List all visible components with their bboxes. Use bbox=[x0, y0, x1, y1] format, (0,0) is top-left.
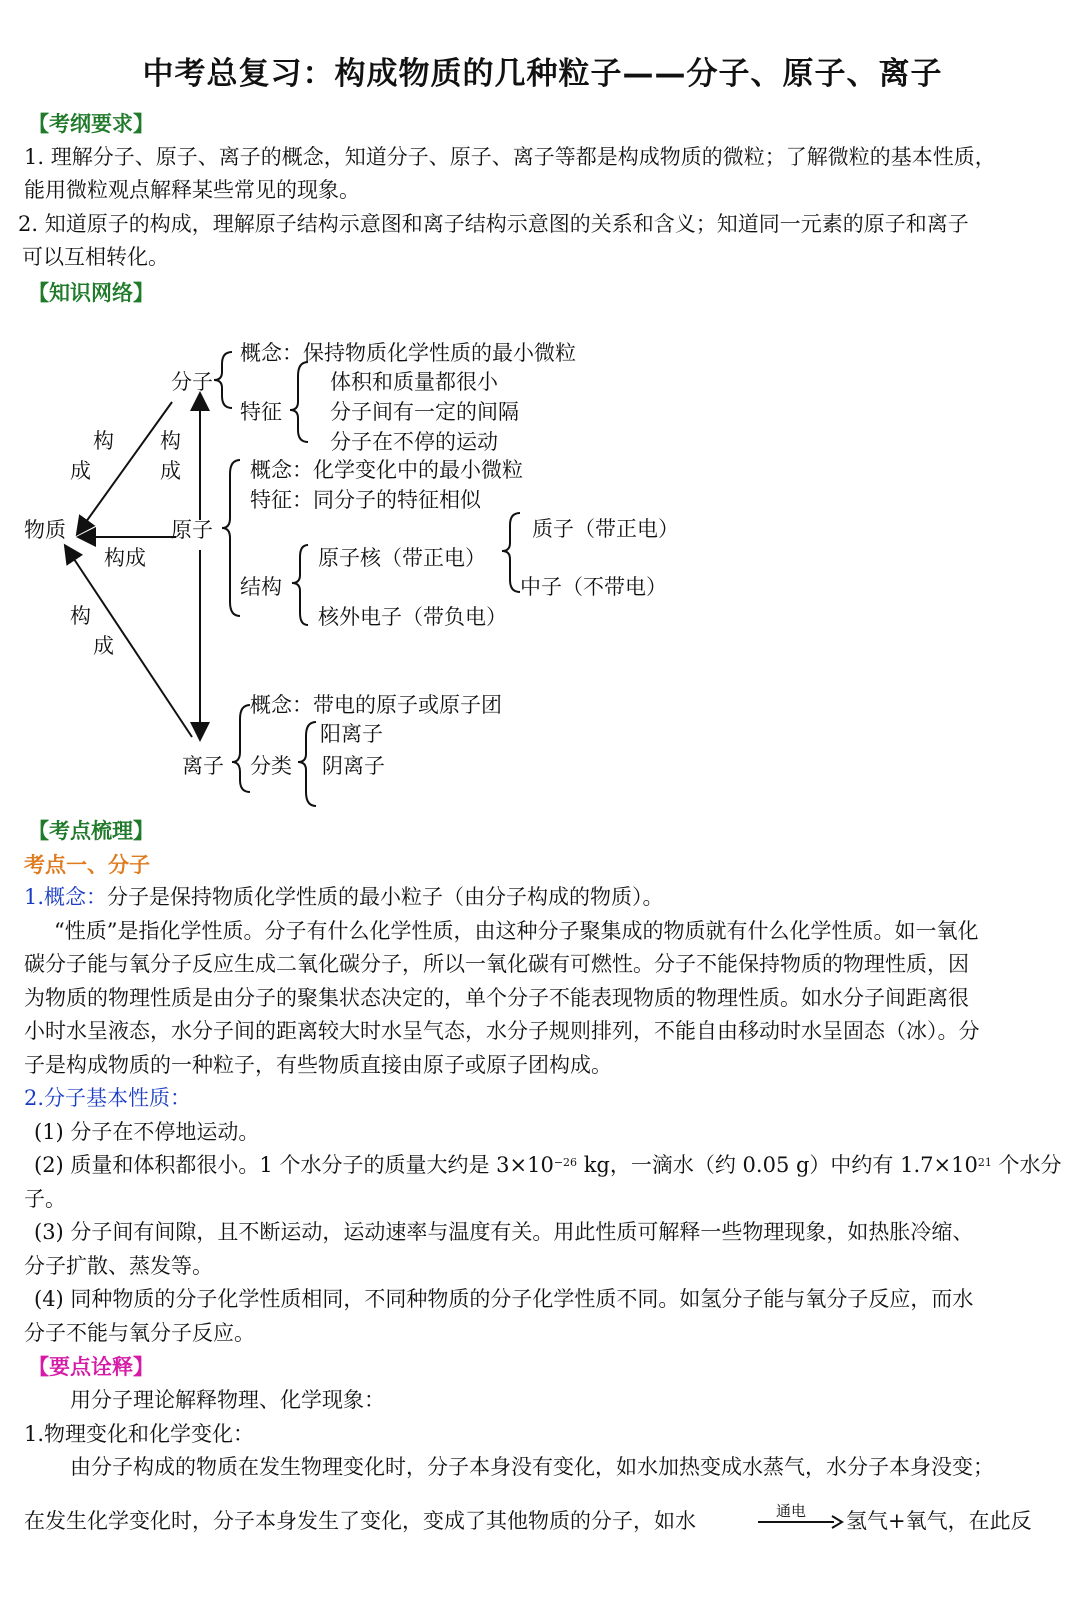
concept-label: 1.概念： bbox=[24, 885, 108, 909]
brace-nucleus bbox=[502, 513, 520, 592]
section-points-heading: 【考点梳理】 bbox=[28, 819, 154, 843]
para1-line-3: 为物质的物理性质是由分子的聚集状态决定的，单个分子不能表现物质的物理性质。如水分子间距离很 bbox=[24, 986, 969, 1010]
label-cheng-3: 成 bbox=[93, 634, 114, 658]
para1-line-4: 小时水呈液态，水分子间的距离较大时水呈气态，水分子规则排列，不能自由移动时水呈固态（冰）。分 bbox=[24, 1019, 980, 1043]
para1-line-1: “性质”是指化学性质。分子有什么化学性质，由这种分子聚集成的物质就有什么化学性质。如一氧化 bbox=[54, 919, 979, 943]
prop-2-d: 子。 bbox=[24, 1187, 66, 1211]
concept-line bbox=[24, 880, 664, 914]
change-paragraph-2b: 氢气+氧气，在此反 bbox=[846, 1509, 1032, 1533]
change-paragraph-2a: 在发生化学变化时，分子本身发生了变化，变成了其他物质的分子，如水 bbox=[24, 1509, 696, 1533]
label-gou-3: 构 bbox=[70, 604, 91, 628]
prop-2-b: kg，一滴水（约 0.05 g）中约有 1.7×10 bbox=[577, 1153, 978, 1177]
ion-anion: 阴离子 bbox=[322, 754, 385, 778]
reaction-arrow-icon bbox=[756, 1512, 844, 1532]
outline-line-1: 1. 理解分子、原子、离子的概念，知道分子、原子、离子等都是构成物质的微粒；了解微粒的基本性质， bbox=[24, 145, 996, 169]
concept-text: 分子是保持物质化学性质的最小粒子（由分子构成的物质）。 bbox=[107, 885, 664, 909]
prop-3-a: (3) 分子间有间隙，且不断运动，运动速率与温度有关。用此性质可解释一些物理现象，如热胀冷缩、 bbox=[34, 1220, 974, 1244]
ion-class-label: 分类 bbox=[250, 754, 292, 778]
brace-ion bbox=[232, 705, 250, 792]
molecule-feature-1: 体积和质量都很小 bbox=[330, 370, 498, 394]
node-atom: 原子 bbox=[171, 518, 213, 542]
atom-structure-label: 结构 bbox=[240, 575, 282, 599]
outline-line-3: 2. 知道原子的构成，理解原子结构示意图和离子结构示意图的关系和含义；知道同一元素的原子和离子 bbox=[18, 212, 969, 236]
change-paragraph-1: 由分子构成的物质在发生物理变化时，分子本身没有变化，如水加热变成水蒸气，水分子本身没变； bbox=[70, 1455, 994, 1479]
section-key-heading: 【要点诠释】 bbox=[28, 1355, 154, 1379]
nucleus-neutron: 中子（不带电） bbox=[520, 575, 667, 599]
prop-4-b: 分子不能与氧分子反应。 bbox=[24, 1321, 255, 1345]
molecule-concept: 概念：保持物质化学性质的最小微粒 bbox=[240, 341, 576, 365]
node-matter: 物质 bbox=[24, 518, 66, 542]
label-goucheng: 构成 bbox=[104, 546, 146, 570]
label-cheng-2: 成 bbox=[160, 459, 181, 483]
label-gou-1: 构 bbox=[93, 429, 114, 453]
section-outline-heading: 【考纲要求】 bbox=[28, 112, 154, 136]
change-label: 1.物理变化和化学变化： bbox=[24, 1422, 255, 1446]
molecule-feature-3: 分子在不停的运动 bbox=[330, 430, 498, 454]
brace-atom bbox=[222, 460, 240, 616]
brace-ion-class bbox=[298, 722, 316, 806]
brace-atom-structure bbox=[292, 545, 308, 625]
label-cheng-1: 成 bbox=[70, 459, 91, 483]
ion-cation: 阳离子 bbox=[320, 722, 383, 746]
molecule-feature-2: 分子间有一定的间隔 bbox=[330, 400, 519, 424]
para1-line-2: 碳分子能与氧分子反应生成二氧化碳分子，所以一氧化碳有可燃性。分子不能保持物质的物理性质，因 bbox=[24, 952, 969, 976]
node-ion: 离子 bbox=[182, 754, 224, 778]
reaction-condition-label: 通电 bbox=[776, 1502, 807, 1520]
prop-2-exp-2: 21 bbox=[977, 1156, 992, 1169]
ion-concept: 概念：带电的原子或原子团 bbox=[250, 693, 502, 717]
brace-molecule bbox=[214, 352, 232, 408]
prop-3-b: 分子扩散、蒸发等。 bbox=[24, 1254, 213, 1278]
props-label: 2.分子基本性质： bbox=[24, 1086, 192, 1110]
atom-concept: 概念：化学变化中的最小微粒 bbox=[250, 458, 523, 482]
prop-1: (1) 分子在不停地运动。 bbox=[34, 1120, 260, 1144]
prop-2-exp-1: −26 bbox=[553, 1156, 578, 1169]
section-network-heading: 【知识网络】 bbox=[28, 281, 154, 305]
page-title: 中考总复习：构成物质的几种粒子——分子、原子、离子 bbox=[142, 56, 943, 92]
node-molecule: 分子 bbox=[171, 370, 213, 394]
prop-2-line bbox=[34, 1148, 1062, 1182]
nucleus-proton: 质子（带正电） bbox=[532, 517, 679, 541]
point1-heading: 考点一、分子 bbox=[24, 853, 150, 877]
outline-line-2: 能用微粒观点解释某些常见的现象。 bbox=[24, 178, 360, 202]
molecule-feature-label: 特征 bbox=[240, 400, 282, 424]
arrow-molecule-to-matter bbox=[78, 402, 172, 533]
label-gou-2: 构 bbox=[160, 429, 181, 453]
explain-intro: 用分子理论解释物理、化学现象： bbox=[70, 1388, 385, 1412]
atom-feature: 特征：同分子的特征相似 bbox=[250, 488, 481, 512]
prop-4-a: (4) 同种物质的分子化学性质相同，不同种物质的分子化学性质不同。如氢分子能与氧分子反应，而水 bbox=[34, 1287, 974, 1311]
arrow-ion-to-matter bbox=[66, 547, 192, 737]
outline-line-4: 可以互相转化。 bbox=[22, 245, 169, 269]
prop-2-c: 个水分 bbox=[991, 1153, 1062, 1177]
brace-molecule-feature bbox=[290, 362, 308, 442]
prop-2-a: (2) 质量和体积都很小。1 个水分子的质量大约是 3×10 bbox=[34, 1153, 554, 1177]
atom-electron: 核外电子（带负电） bbox=[318, 605, 507, 629]
para1-line-5: 子是构成物质的一种粒子，有些物质直接由原子或原子团构成。 bbox=[24, 1053, 612, 1077]
atom-nucleus: 原子核（带正电） bbox=[318, 546, 486, 570]
